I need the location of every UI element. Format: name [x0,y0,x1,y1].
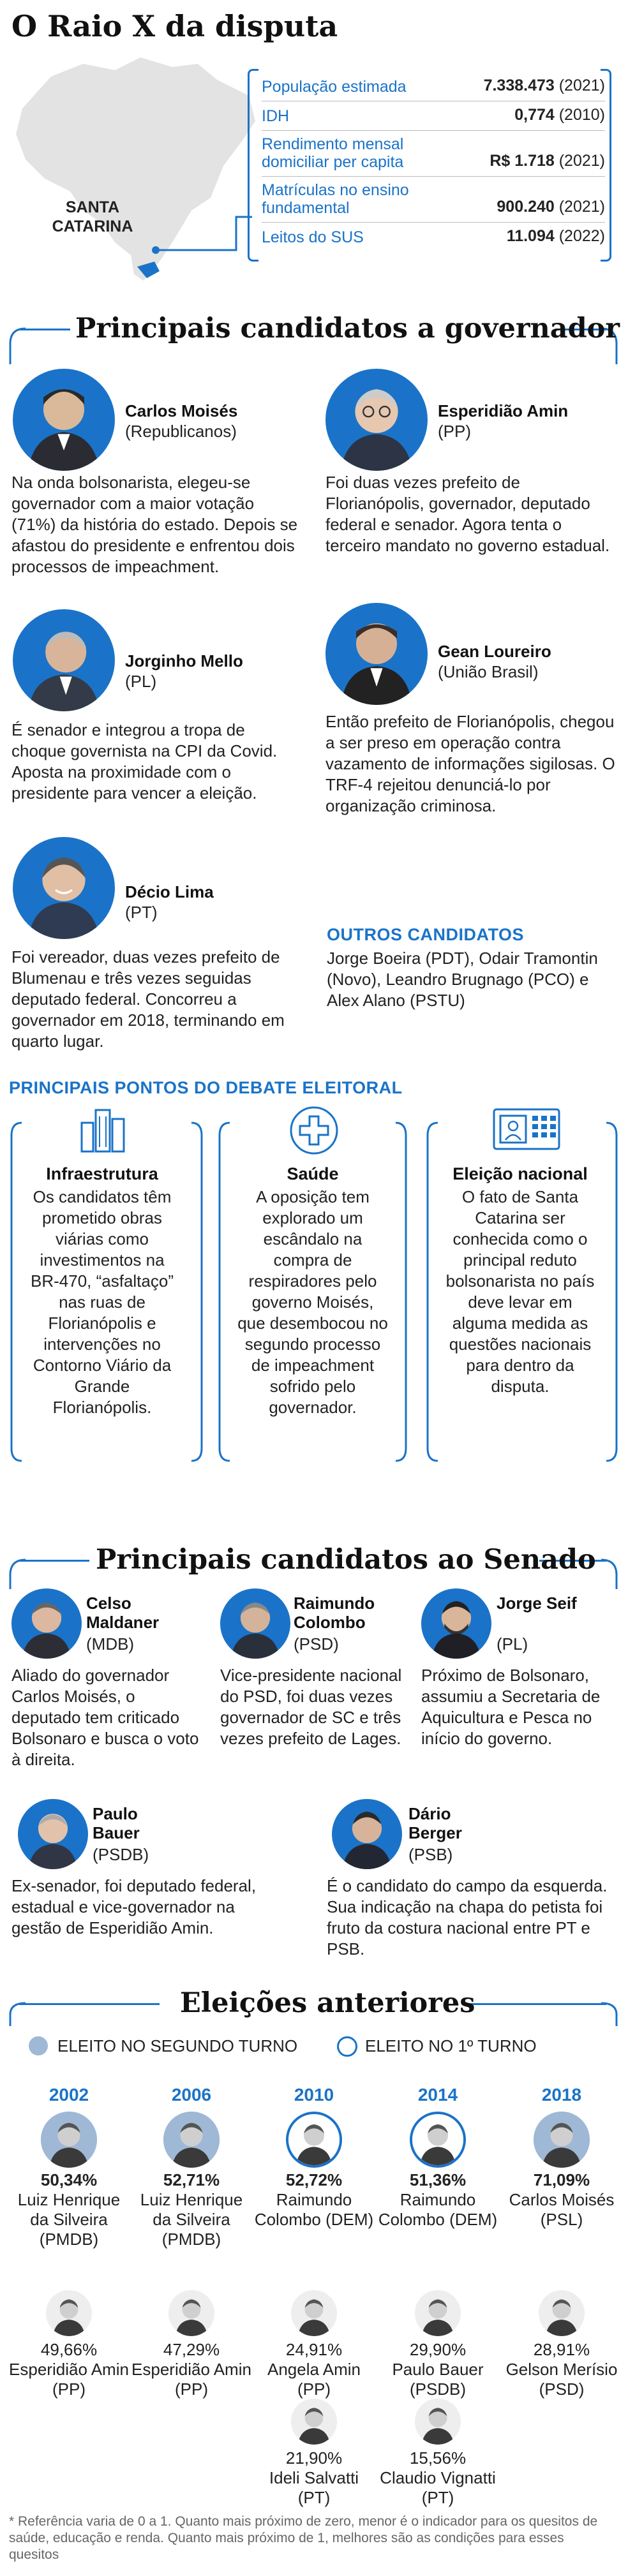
debate-item [236,1164,389,1418]
senate-candidate-bio: Vice-presidente nacional do PSD, foi duas vezes governador de SC e três vezes prefeito de Lages. [220,1666,402,1748]
runner-up-photo [415,2290,461,2336]
stat-row-enrollment: Matrículas no ensino fundamental 900.240 (2021) [262,181,605,217]
section-bracket-right [600,1558,619,1590]
buildings-icon [77,1104,128,1155]
senate-candidate-name: Dário Berger [408,1804,462,1842]
page-title: O Raio X da disputa [11,9,338,43]
candidate-name: Jorginho Mello [125,651,243,670]
stat-row-idh: IDH 0,774 (2010) [262,106,605,125]
section-divider [469,2003,606,2005]
winner-result [377,2170,498,2230]
debate-item-text: O fato de Santa Catarina ser conhecida como o principal reduto bolsonarista no país deve levar em alguma medida as questões nacionais para dentro da disputa. [445,1187,595,1396]
election-year: 2014 [417,2085,458,2105]
winner-name: Carlos Moisés (PSL) [509,2190,615,2229]
debate-item-heading: Eleição nacional [452,1164,588,1183]
runner-up-photo [168,2290,214,2336]
debate-item-text: Os candidatos têm prometido obras viárias como investimentos na BR-470, “asfaltaço” nas ruas de Florianópolis e intervenções no Contorno Viário da Grande Florianópolis. [31,1187,174,1417]
map-connector-line [140,211,255,262]
runner-up-percentage: 29,90% [409,2340,467,2359]
candidate-photo [13,369,115,471]
runner-up-result [377,2340,498,2399]
other-candidates-title: OUTROS CANDIDATOS [327,925,525,944]
first-round-legend-icon [337,2036,357,2057]
candidate-party: (PL) [125,672,157,691]
section-bracket-left [8,2002,27,2027]
candidate-party: (PP) [438,422,471,441]
winner-percentage: 71,09% [533,2170,590,2189]
winner-name: Raimundo Colombo (DEM) [254,2190,374,2229]
runner-up-photo [539,2290,585,2336]
candidate-name: Esperidião Amin [438,401,569,420]
runner-up-name: Paulo Bauer (PSDB) [392,2360,484,2399]
runner-up-name: Esperidião Amin (PP) [131,2360,251,2399]
senate-candidate-party: (PSB) [408,1845,453,1864]
senate-candidate-name: Celso Maldaner [86,1594,160,1632]
voting-machine-icon [491,1107,562,1151]
senate-candidate-name: Jorge Seif [497,1594,577,1613]
section-bracket-right [600,2002,619,2027]
section-divider [19,329,70,330]
candidate-photo [11,1588,82,1659]
runner-up-percentage: 24,91% [285,2340,343,2359]
stats-table [248,69,611,260]
winner-name: Luiz Henrique da Silveira (PMDB) [140,2190,243,2249]
debate-item [26,1164,179,1418]
stat-row-population: População estimada 7.338.473 (2021) [262,77,605,96]
runner-up-name: Angela Amin (PP) [267,2360,361,2399]
section-divider [19,1560,89,1562]
senate-candidate-party: (PL) [497,1634,528,1654]
health-cross-icon [287,1104,341,1157]
past-elections-title: Eleições anteriores [180,1987,475,2019]
runner-up-result [131,2340,252,2399]
map-label: SANTA CATARINA [52,198,133,235]
winner-photo [41,2112,97,2168]
runner-up-result [8,2340,130,2399]
candidate-party: (Republicanos) [125,422,237,441]
legend-second-round: ELEITO NO SEGUNDO TURNO [57,2036,298,2055]
winner-name: Luiz Henrique da Silveira (PMDB) [17,2190,121,2249]
runner-up-percentage: 49,66% [40,2340,98,2359]
runner-up-percentage: 47,29% [163,2340,220,2359]
section-bracket-left [8,1558,27,1590]
candidate-photo [220,1588,290,1659]
other-candidates-list: Jorge Boeira (PDT), Odair Tramontin (Novo), Leandro Brugnago (PCO) e Alex Alano (PSTU) [327,949,598,1010]
runner-up-result [253,2340,375,2399]
winner-name: Raimundo Colombo (DEM) [378,2190,498,2229]
senate-candidate-bio: É o candidato do campo da esquerda. Sua indicação na chapa do petista foi fruto da costura nacional entre PT e PSB. [327,1876,608,1958]
election-year: 2002 [49,2085,89,2105]
debate-item-heading: Infraestrutura [46,1164,158,1183]
senate-candidate-name: Paulo Bauer [93,1804,140,1842]
candidate-bio: É senador e integrou a tropa de choque governista na CPI da Covid. Aposta na proximidade com o presidente para vencer a eleição. [11,720,278,803]
candidate-bio: Na onda bolsonarista, elegeu-se governador com a maior votação (71%) da história do estado. Depois se afastou do presidente e enfrentou dois processos de impeachment. [11,473,298,576]
runner-up-photo [291,2290,337,2336]
runner-up-result [501,2340,622,2399]
runner-up-photo [291,2399,337,2445]
candidate-bio: Foi duas vezes prefeito de Florianópolis, governador, deputado federal e senador. Agora tenta o terceiro mandato no governo estadual. [325,473,610,555]
winner-result [501,2170,622,2230]
legend-first-round: ELEITO NO 1º TURNO [365,2036,537,2055]
candidate-name: Décio Lima [125,882,214,901]
runner-up-name: Ideli Salvatti (PT) [269,2468,359,2507]
winner-result [253,2170,375,2230]
stat-row-income: Rendimento mensal domiciliar per capita R$ 1.718 (2021) [262,135,605,171]
runner-up-result [377,2448,498,2508]
section-bracket-left [8,327,27,366]
candidate-bio: Foi vereador, duas vezes prefeito de Blumenau e três vezes seguidas deputado federal. Concorreu a governador em 2018, terminando em quarto lugar. [11,947,285,1051]
candidate-photo [13,609,115,711]
winner-photo [163,2112,220,2168]
winner-percentage: 51,36% [409,2170,467,2189]
candidate-party: (PT) [125,903,158,922]
winner-photo [286,2112,342,2168]
candidate-photo [325,603,428,705]
election-year: 2010 [294,2085,334,2105]
runner-up-name: Claudio Vignatti (PT) [380,2468,496,2507]
senate-candidate-bio: Próximo de Bolsonaro, assumiu a Secretaria de Aquicultura e Pesca no início do governo. [421,1666,601,1748]
election-year: 2006 [171,2085,212,2105]
runner-up-name: Gelson Merísio (PSD) [505,2360,618,2399]
runner-up-percentage: 28,91% [533,2340,590,2359]
runner-up-photo [46,2290,92,2336]
candidate-bio: Então prefeito de Florianópolis, chegou a ser preso em operação contra vazamento de informações sigilosas. O TRF-4 rejeitou denunciá-lo por organização criminosa. [325,712,615,815]
candidate-photo [325,369,428,471]
section-divider [19,2003,160,2005]
candidate-party: (União Brasil) [438,662,539,681]
runner-up-percentage: 21,90% [285,2448,343,2468]
election-year: 2018 [541,2085,582,2105]
senate-candidate-party: (PSDB) [93,1845,149,1864]
candidate-photo [18,1799,88,1869]
runner-up-result [253,2448,375,2508]
senate-candidate-party: (MDB) [86,1634,135,1654]
senate-candidate-bio: Aliado do governador Carlos Moisés, o deputado tem criticado Bolsonaro e busca o voto à direita. [11,1666,199,1769]
runner-up-name: Esperidião Amin (PP) [9,2360,129,2399]
debate-item-heading: Saúde [287,1164,339,1183]
winner-percentage: 52,72% [285,2170,343,2189]
winner-photo [410,2112,466,2168]
runner-up-percentage: 15,56% [409,2448,467,2468]
candidate-photo [13,837,115,939]
senate-section-title: Principais candidatos ao Senado [96,1544,596,1576]
candidate-photo [332,1799,402,1869]
candidate-name: Carlos Moisés [125,401,238,420]
winner-photo [534,2112,590,2168]
footnote: * Referência varia de 0 a 1. Quanto mais próximo de zero, menor é o indicador para os quesitos de saúde, educação e renda. Quanto mais próximo de 1, melhores são as condições para esses quesitos [9,2514,598,2562]
winner-result [131,2170,252,2249]
winner-percentage: 52,71% [163,2170,220,2189]
runner-up-photo [415,2399,461,2445]
candidate-photo [421,1588,491,1659]
senate-candidate-name: Raimundo Colombo [294,1594,375,1632]
stat-row-beds: Leitos do SUS 11.094 (2022) [262,227,605,246]
debate-item-text: A oposição tem explorado um escândalo na compra de respiradores pelo governo Moisés, que desembocou no segundo processo de impeachment sofrido pelo governador. [237,1187,388,1417]
senate-candidate-party: (PSD) [294,1634,339,1654]
governor-section-title: Principais candidatos a governador [75,313,620,344]
candidate-name: Gean Loureiro [438,642,551,661]
winner-result [8,2170,130,2249]
senate-candidate-bio: Ex-senador, foi deputado federal, estadual e vice-governador na gestão de Esperidião Amin. [11,1876,257,1937]
winner-percentage: 50,34% [40,2170,98,2189]
debate-section-title: PRINCIPAIS PONTOS DO DEBATE ELEITORAL [9,1078,403,1097]
second-round-legend-icon [29,2036,48,2055]
debate-item [444,1164,597,1397]
